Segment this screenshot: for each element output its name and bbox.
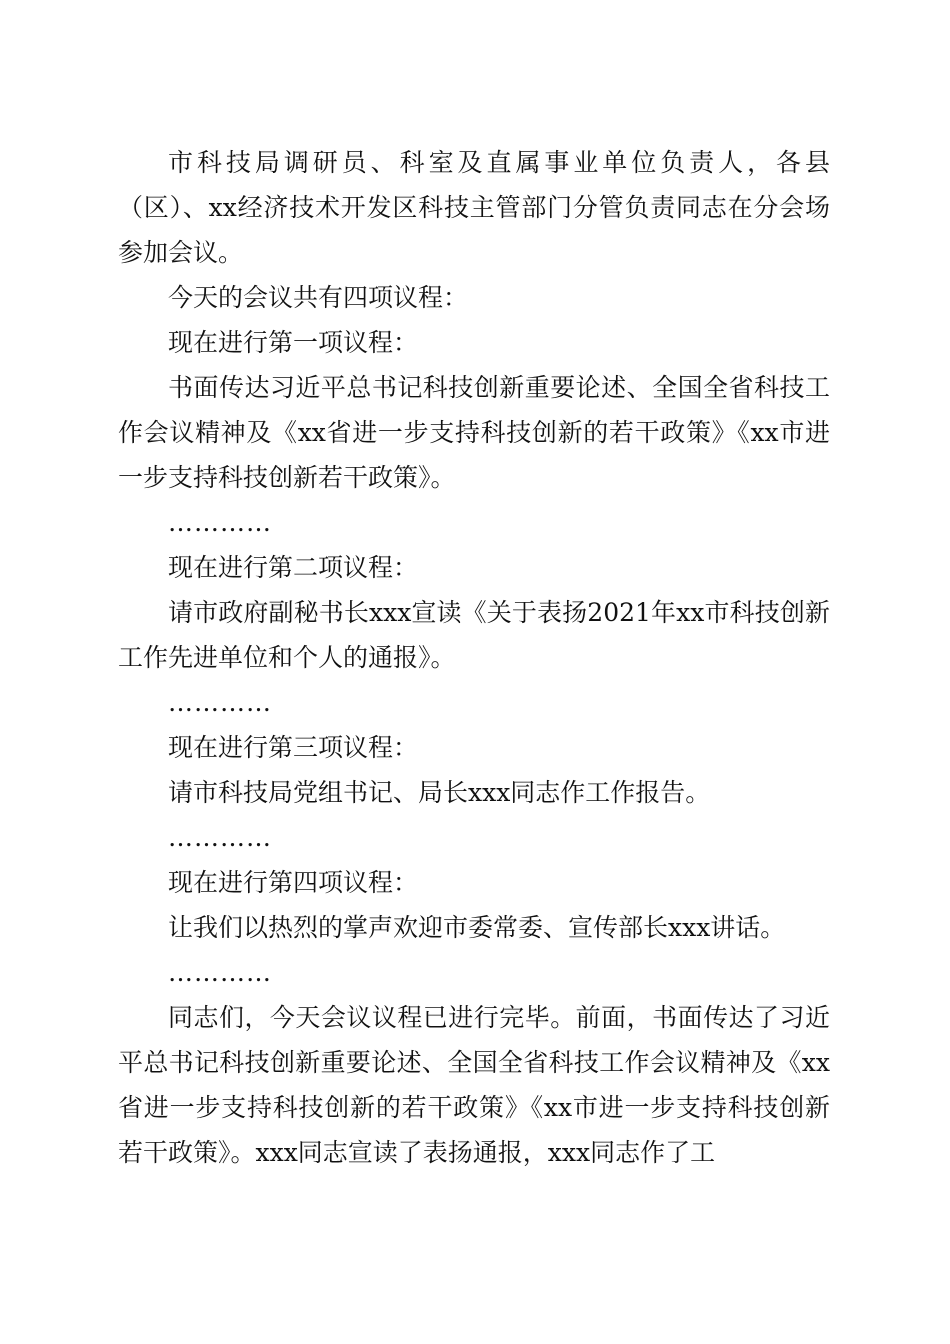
ellipsis-separator: ………… (168, 958, 272, 987)
paragraph-agenda-intro: 今天的会议共有四项议程： (168, 283, 469, 312)
paragraph-closing-summary: 同志们，今天会议议程已进行完毕。前面，书面传达了习近平总书记科技创新重要论述、全国全省科技工作会议精神及《xx省进一步支持科技创新的若干政策》《xx市进一步支持科技创新若干政策》。xxx同志宣读了表扬通报，xxx同志作了工 (118, 1003, 830, 1167)
paragraph-agenda-item-3-heading: 现在进行第三项议程： (168, 733, 419, 762)
paragraph-agenda-item-2-body: 请市政府副秘书长xxx宣读《关于表扬2021年xx市科技创新工作先进单位和个人的通报》。 (118, 598, 830, 672)
ellipsis-separator: ………… (168, 508, 272, 537)
paragraph-agenda-item-1-body: 书面传达习近平总书记科技创新重要论述、全国全省科技工作会议精神及《xx省进一步支持科技创新的若干政策》《xx市进一步支持科技创新若干政策》。 (118, 373, 830, 492)
ellipsis-separator: ………… (168, 823, 272, 852)
paragraph-agenda-item-1-heading: 现在进行第一项议程： (168, 328, 419, 357)
paragraph-agenda-item-4-heading: 现在进行第四项议程： (168, 868, 419, 897)
paragraph-attendees: 市科技局调研员、科室及直属事业单位负责人，各县（区）、xx经济技术开发区科技主管部门分管负责同志在分会场参加会议。 (118, 148, 830, 267)
paragraph-agenda-item-2-heading: 现在进行第二项议程： (168, 553, 419, 582)
paragraph-agenda-item-3-body: 请市科技局党组书记、局长xxx同志作工作报告。 (168, 778, 711, 807)
paragraph-agenda-item-4-body: 让我们以热烈的掌声欢迎市委常委、宣传部长xxx讲话。 (168, 913, 786, 942)
document-body (118, 140, 830, 1175)
ellipsis-separator: ………… (168, 688, 272, 717)
